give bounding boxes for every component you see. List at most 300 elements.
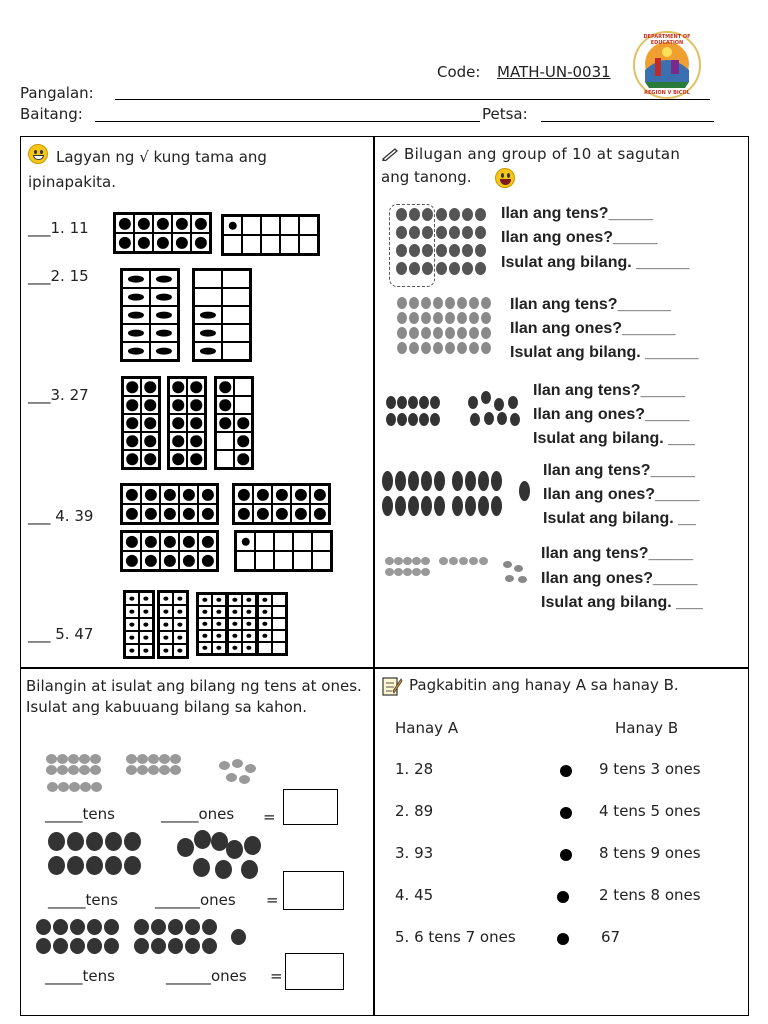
filled-cell: [125, 592, 139, 605]
filled-cell: [258, 606, 272, 618]
section2-instruction-line1: Bilugan ang group of 10 at sagutan: [404, 145, 681, 163]
strawberry-icon: [445, 342, 455, 354]
lemon-icon: [137, 765, 148, 775]
q4-ones: Ilan ang ones?_____: [543, 486, 700, 503]
eggplant-icon: [395, 471, 406, 491]
empty-cell: [222, 270, 250, 288]
q3-number: Isulat ang bilang. ___: [533, 430, 695, 447]
apple-icon: [151, 938, 166, 954]
row3-ones: ______ones: [166, 967, 247, 985]
strawberry-icon: [241, 860, 258, 879]
filled-cell: [191, 214, 210, 233]
lemon-icon: [219, 761, 230, 770]
lemon-icon: [58, 782, 69, 792]
filled-cell: [212, 594, 226, 606]
empty-cell: [194, 270, 222, 288]
filled-cell: [122, 270, 150, 288]
ten-frame-5b: [157, 590, 189, 659]
eggplant-icon: [408, 471, 419, 491]
lemon-icon: [469, 557, 478, 565]
filled-cell: [122, 485, 141, 504]
row3-answer-box[interactable]: [285, 953, 344, 990]
hanay-a-heading: Hanay A: [395, 719, 459, 737]
filled-cell: [198, 485, 217, 504]
strawberry-icon: [494, 398, 504, 411]
filled-cell: [291, 504, 310, 523]
eggplant-icon: [382, 496, 393, 516]
empty-cell: [293, 532, 312, 551]
filled-cell: [150, 324, 178, 342]
eggplant-icon: [491, 496, 502, 516]
q1-ones: Ilan ang ones?_____: [501, 229, 658, 246]
ten-frame-1b: [221, 214, 320, 256]
strawberry-icon: [445, 327, 455, 339]
mushroom-icon: [449, 244, 460, 257]
hanay-b-item-5: 67: [601, 928, 621, 946]
filled-cell: [139, 592, 153, 605]
section1-instruction: Lagyan ng √ kung tama ang ipinapakita.: [28, 148, 267, 191]
strawberry-icon: [386, 413, 396, 426]
filled-cell: [141, 504, 160, 523]
strawberry-icon: [386, 396, 396, 409]
filled-cell: [125, 618, 139, 631]
strawberry-icon: [481, 391, 491, 404]
q3-ones: Ilan ang ones?_____: [533, 406, 690, 423]
hanay-b-item-4: 2 tens 8 ones: [599, 886, 701, 904]
row-divider: [20, 667, 749, 669]
lemon-icon: [226, 773, 237, 782]
lemon-icon: [232, 759, 243, 768]
filled-cell: [198, 606, 212, 618]
filled-cell: [187, 414, 205, 432]
empty-cell: [293, 551, 312, 570]
row2-ones: ______ones: [155, 891, 236, 909]
lemon-icon: [403, 568, 412, 576]
filled-cell: [228, 642, 242, 654]
filled-cell: [141, 450, 159, 468]
strawberry-icon: [469, 297, 479, 309]
matching-dot[interactable]: [560, 807, 572, 819]
mushroom-icon: [475, 226, 486, 239]
strawberry-icon: [397, 413, 407, 426]
strawberry-icon: [409, 327, 419, 339]
empty-cell: [222, 342, 250, 360]
q4-number: Isulat ang bilang. __: [543, 510, 696, 527]
row2-equals: =: [266, 891, 279, 909]
date-label: Petsa:: [482, 105, 528, 123]
filled-cell: [179, 532, 198, 551]
apple-icon: [168, 919, 183, 935]
strawberry-icon: [124, 856, 141, 875]
eggplant-icon: [434, 471, 445, 491]
strawberry-icon: [469, 327, 479, 339]
filled-cell: [234, 485, 253, 504]
filled-cell: [191, 233, 210, 252]
filled-cell: [173, 618, 187, 631]
filled-cell: [159, 631, 173, 644]
empty-cell: [255, 551, 274, 570]
ten-frame-4b: [232, 483, 331, 525]
eggplant-icon: [452, 496, 463, 516]
lemon-icon: [46, 754, 57, 764]
filled-cell: [253, 485, 272, 504]
eggplant-icon: [452, 471, 463, 491]
filled-cell: [310, 485, 329, 504]
filled-cell: [150, 270, 178, 288]
apple-icon: [104, 919, 119, 935]
filled-cell: [159, 644, 173, 657]
lemon-icon: [459, 557, 468, 565]
filled-cell: [160, 485, 179, 504]
filled-cell: [173, 592, 187, 605]
filled-cell: [198, 594, 212, 606]
empty-cell: [222, 324, 250, 342]
lemon-icon: [159, 754, 170, 764]
strawberry-icon: [124, 832, 141, 851]
filled-cell: [173, 644, 187, 657]
ten-frame-4c: [120, 530, 219, 572]
strawberry-icon: [397, 297, 407, 309]
lemon-icon: [439, 557, 448, 565]
mushroom-icon: [436, 262, 447, 275]
q5-ones: Ilan ang ones?_____: [541, 570, 698, 587]
lemon-icon: [421, 557, 430, 565]
filled-cell: [123, 396, 141, 414]
apple-icon: [104, 938, 119, 954]
filled-cell: [212, 630, 226, 642]
q3-tens: Ilan ang tens?_____: [533, 382, 686, 399]
eggplant-icon: [421, 471, 432, 491]
code-value: MATH-UN-0031: [497, 63, 611, 81]
filled-cell: [159, 592, 173, 605]
lemon-icon: [239, 775, 250, 784]
filled-cell: [234, 450, 252, 468]
ten-frame-4d: [234, 530, 333, 572]
strawberry-icon: [419, 396, 429, 409]
eggplant-icon: [478, 496, 489, 516]
filled-cell: [139, 618, 153, 631]
hanay-a-item-4: 4. 45: [395, 886, 434, 904]
lemon-icon: [403, 557, 412, 565]
filled-cell: [242, 594, 256, 606]
mushroom-icon: [449, 226, 460, 239]
row3-equals: =: [270, 967, 283, 985]
filled-cell: [258, 618, 272, 630]
filled-cell: [122, 504, 141, 523]
lemon-icon: [80, 782, 91, 792]
filled-cell: [115, 214, 134, 233]
filled-cell: [291, 485, 310, 504]
lemon-icon: [412, 557, 421, 565]
matching-dot[interactable]: [560, 765, 572, 777]
strawberry-icon: [481, 342, 491, 354]
matching-dot[interactable]: [560, 849, 572, 861]
section4-instruction: Pagkabitin ang hanay A sa hanay B.: [409, 676, 679, 694]
strawberry-icon: [226, 840, 243, 859]
strawberry-icon: [409, 312, 419, 324]
lemon-icon: [79, 754, 90, 764]
ten-frame-3c: [214, 376, 254, 470]
apple-icon: [70, 919, 85, 935]
mushroom-icon: [422, 208, 433, 221]
lemon-icon: [91, 782, 102, 792]
filled-cell: [179, 485, 198, 504]
lemon-icon: [68, 754, 79, 764]
filled-cell: [122, 324, 150, 342]
strawberry-icon: [67, 832, 84, 851]
strawberry-icon: [484, 412, 494, 425]
apple-icon: [70, 938, 85, 954]
apple-icon: [134, 919, 149, 935]
strawberry-icon: [397, 327, 407, 339]
filled-cell: [139, 644, 153, 657]
strawberry-icon: [419, 413, 429, 426]
mushroom-icon: [462, 226, 473, 239]
name-line[interactable]: [115, 99, 710, 100]
filled-cell: [122, 288, 150, 306]
lemon-icon: [46, 765, 57, 775]
filled-cell: [198, 532, 217, 551]
hanay-b-item-1: 9 tens 3 ones: [599, 760, 701, 778]
filled-cell: [198, 630, 212, 642]
ten-frame-2a: [120, 268, 180, 362]
mushroom-icon: [396, 226, 407, 239]
apple-icon: [87, 938, 102, 954]
filled-cell: [115, 233, 134, 252]
strawberry-icon: [105, 856, 122, 875]
strawberry-icon: [421, 297, 431, 309]
mushroom-icon: [462, 244, 473, 257]
strawberry-icon: [457, 327, 467, 339]
section3-instruction: Bilangin at isulat ang bilang ng tens at ones. Isulat ang kabuuang bilang sa kahon.: [26, 677, 362, 716]
filled-cell: [212, 618, 226, 630]
hanay-b-item-2: 4 tens 5 ones: [599, 802, 701, 820]
lemon-icon: [159, 765, 170, 775]
lemon-icon: [90, 765, 101, 775]
strawberry-icon: [177, 838, 194, 857]
filled-cell: [242, 618, 256, 630]
date-line[interactable]: [541, 121, 714, 122]
filled-cell: [242, 630, 256, 642]
filled-cell: [198, 551, 217, 570]
strawberry-icon: [481, 327, 491, 339]
hanay-a-item-1: 1. 28: [395, 760, 434, 778]
filled-cell: [122, 532, 141, 551]
filled-cell: [139, 631, 153, 644]
apple-icon: [168, 938, 183, 954]
strawberry-icon: [193, 858, 210, 877]
filled-cell: [123, 414, 141, 432]
filled-cell: [122, 551, 141, 570]
filled-cell: [169, 450, 187, 468]
row2-answer-box[interactable]: [283, 871, 344, 910]
pencil-icon: [381, 146, 399, 165]
filled-cell: [141, 414, 159, 432]
eggplant-icon: [478, 471, 489, 491]
apple-icon: [231, 929, 246, 945]
empty-cell: [234, 378, 252, 396]
filled-cell: [187, 432, 205, 450]
lemon-icon: [137, 754, 148, 764]
filled-cell: [172, 233, 191, 252]
mushroom-icon: [462, 262, 473, 275]
lemon-icon: [90, 754, 101, 764]
logo-top-text: DEPARTMENT OF EDUCATION: [643, 34, 691, 46]
strawberry-icon: [86, 832, 103, 851]
filled-cell: [125, 631, 139, 644]
mushroom-icon: [409, 262, 420, 275]
mushroom-icon: [436, 208, 447, 221]
mushroom-icon: [449, 262, 460, 275]
filled-cell: [173, 631, 187, 644]
lemon-icon: [170, 765, 181, 775]
empty-cell: [274, 532, 293, 551]
strawberry-icon: [397, 312, 407, 324]
filled-cell: [228, 618, 242, 630]
deped-logo: [629, 30, 705, 100]
empty-cell: [274, 551, 293, 570]
filled-cell: [272, 485, 291, 504]
matching-dot[interactable]: [557, 933, 569, 945]
strawberry-icon: [421, 342, 431, 354]
strawberry-icon: [194, 830, 211, 849]
filled-cell: [150, 288, 178, 306]
eggplant-icon: [465, 471, 476, 491]
column-divider: [373, 136, 375, 1016]
empty-cell: [255, 532, 274, 551]
logo-bottom-text: REGION V BICOL: [644, 90, 690, 96]
filled-cell: [179, 551, 198, 570]
ten-frame-3b: [167, 376, 207, 470]
filled-cell: [173, 605, 187, 618]
eggplant-icon: [421, 496, 432, 516]
strawberry-icon: [105, 832, 122, 851]
filled-cell: [172, 214, 191, 233]
apple-icon: [53, 938, 68, 954]
filled-cell: [228, 594, 242, 606]
empty-cell: [272, 642, 286, 654]
lemon-icon: [449, 557, 458, 565]
lemon-icon: [412, 568, 421, 576]
empty-cell: [242, 235, 261, 254]
hanay-b-heading: Hanay B: [615, 719, 679, 737]
q2-number: Isulat ang bilang. ______: [510, 344, 699, 361]
empty-cell: [272, 606, 286, 618]
mushroom-icon: [422, 262, 433, 275]
row1-answer-box[interactable]: [283, 789, 338, 825]
empty-cell: [242, 216, 261, 235]
q4-tens: Ilan ang tens?_____: [543, 462, 696, 479]
code-label: Code:: [437, 63, 481, 81]
filled-cell: [134, 214, 153, 233]
mushroom-icon: [396, 208, 407, 221]
empty-cell: [272, 594, 286, 606]
strawberry-icon: [433, 342, 443, 354]
eggplant-icon: [395, 496, 406, 516]
mushroom-icon: [409, 226, 420, 239]
filled-cell: [169, 432, 187, 450]
filled-cell: [258, 594, 272, 606]
mushroom-icon: [409, 244, 420, 257]
row1-equals: =: [263, 808, 276, 826]
filled-cell: [198, 618, 212, 630]
strawberry-icon: [408, 396, 418, 409]
mushroom-icon: [409, 208, 420, 221]
grade-line[interactable]: [95, 121, 480, 122]
lemon-icon: [69, 782, 80, 792]
lemon-icon: [394, 568, 403, 576]
filled-cell: [194, 324, 222, 342]
empty-cell: [272, 618, 286, 630]
apple-icon: [202, 938, 217, 954]
ten-frame-3a: [121, 376, 161, 470]
eggplant-icon: [382, 471, 393, 491]
empty-cell: [236, 551, 255, 570]
mushroom-icon: [475, 208, 486, 221]
lemon-icon: [514, 565, 523, 572]
filled-cell: [141, 532, 160, 551]
item-3-label: ___3. 27: [28, 386, 89, 404]
empty-cell: [216, 450, 234, 468]
apple-icon: [185, 938, 200, 954]
filled-cell: [141, 396, 159, 414]
filled-cell: [153, 233, 172, 252]
filled-cell: [258, 630, 272, 642]
filled-cell: [169, 378, 187, 396]
apple-icon: [185, 919, 200, 935]
strawberry-icon: [67, 856, 84, 875]
lemon-icon: [245, 764, 256, 773]
q5-tens: Ilan ang tens?_____: [541, 545, 694, 562]
matching-dot[interactable]: [557, 891, 569, 903]
filled-cell: [234, 504, 253, 523]
filled-cell: [139, 605, 153, 618]
strawberry-icon: [409, 297, 419, 309]
strawberry-icon: [430, 396, 440, 409]
filled-cell: [228, 630, 242, 642]
strawberry-icon: [508, 396, 518, 409]
strawberry-icon: [244, 836, 261, 855]
eggplant-icon: [491, 471, 502, 491]
filled-cell: [234, 432, 252, 450]
filled-cell: [179, 504, 198, 523]
empty-cell: [312, 551, 331, 570]
filled-cell: [212, 642, 226, 654]
apple-icon: [36, 938, 51, 954]
ten-frame-5e: [256, 592, 288, 656]
ten-frame-1a: [113, 212, 212, 254]
filled-cell: [242, 606, 256, 618]
lemon-icon: [57, 754, 68, 764]
filled-cell: [253, 504, 272, 523]
empty-cell: [299, 216, 318, 235]
filled-cell: [187, 396, 205, 414]
filled-cell: [216, 396, 234, 414]
item-5-label: ___ 5. 47: [28, 625, 94, 643]
eggplant-icon: [434, 496, 445, 516]
filled-cell: [125, 605, 139, 618]
hanay-a-item-2: 2. 89: [395, 802, 434, 820]
strawberry-icon: [470, 413, 480, 426]
hanay-b-item-3: 8 tens 9 ones: [599, 844, 701, 862]
filled-cell: [194, 342, 222, 360]
apple-icon: [53, 919, 68, 935]
filled-cell: [123, 378, 141, 396]
apple-icon: [36, 919, 51, 935]
strawberry-icon: [481, 312, 491, 324]
strawberry-icon: [433, 312, 443, 324]
hanay-a-item-3: 3. 93: [395, 844, 434, 862]
